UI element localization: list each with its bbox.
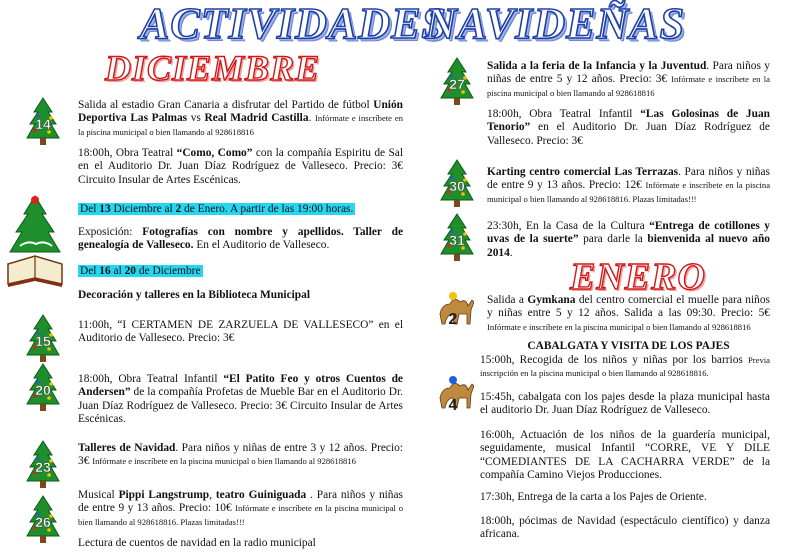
- book-tree-icon: [4, 194, 66, 290]
- expo-description: Exposición: Fotografías con nombre y apellidos. Taller de genealogía de Valleseco. En el Auditorio de Valleseco.: [78, 226, 403, 252]
- cabalgata-1600: 16:00h, Actuación de los niños de la guardería municipal, seguidamente, musical Infantil “CORRE, VE Y DILE “COMEDIANTES DE LA CACHARRA VERDE” de la compañía Camino Viejos Producciones.: [480, 429, 770, 481]
- dec-31-cotillones: 23:30h, En la Casa de la Cultura “Entrega de cotillones y uvas de la suerte” para darle la bienvenida al nuevo año 2014.: [487, 220, 770, 259]
- heading-diciembre: DICIEMBRE: [105, 48, 321, 88]
- cabalgata-1730: 17:30h, Entrega de la carta a los Pajes de Oriente.: [480, 491, 707, 503]
- day-number-label: 30: [449, 178, 465, 194]
- day-2-camel-icon: [436, 284, 474, 330]
- day-number-label: 20: [35, 382, 51, 398]
- day-27-tree-icon: [440, 56, 474, 108]
- day-number-label: 15: [35, 333, 51, 349]
- dec-14-football: Salida al estadio Gran Canaria a disfrutar del Partido de fútbol Unión Deportiva Las Palmas vs Real Madrid Castilla. Infórmate e inscríbete en la piscina municipal o bien llamando al 928618816: [78, 99, 403, 137]
- day-2-label: 2: [448, 311, 458, 328]
- day-14-tree-icon: [26, 96, 60, 148]
- biblio-description: Decoración y talleres en la Biblioteca Municipal: [78, 289, 311, 301]
- dec-30-karting: Karting centro comercial Las Terrazas. Para niños y niñas de entre 9 y 13 años. Precio: 12€ Infórmate e inscríbete en la piscina municipal o bien llamando al 928618816. Plazas limitadas!!!: [487, 166, 771, 204]
- radio-lectura: Lectura de cuentos de navidad en la radio municipal: [78, 537, 316, 549]
- day-number-label: 26: [35, 514, 51, 530]
- jan-2-gymkana: Salida a Gymkana del centro comercial el muelle para niños y niñas entre 5 y 12 años. Salida a las 09:30. Precio: 5€ Infórmate e inscríbete en la piscina municipal o bien llamando al 928618816: [487, 294, 770, 332]
- day-26-tree-icon: [26, 494, 60, 546]
- cabalgata-1545: 15:45h, cabalgata con los pajes desde la plaza municipal hasta el auditorio Dr. Juan Díaz Rodríguez de Valleseco.: [480, 391, 770, 417]
- day-4-label: 4: [448, 397, 458, 414]
- day-4-camel-icon: [436, 370, 474, 416]
- day-number-label: 23: [35, 459, 51, 475]
- day-15-tree-icon: [26, 313, 60, 365]
- day-number-label: 31: [449, 232, 465, 248]
- dec-27-feria: Salida a la feria de la Infancia y la Juventud. Para niños y niñas de entre 5 y 12 años. Precio: 3€ Infórmate e inscríbete en la piscina municipal o bien llamando al 928618816: [487, 60, 770, 98]
- dec-15-zarzuela: 11:00h, “I CERTAMEN DE ZARZUELA DE VALLESECO” en el Auditorio de Valleseco. Precio: 3€: [78, 319, 403, 345]
- day-23-tree-icon: [26, 439, 60, 491]
- day-31-tree-icon: [440, 212, 474, 264]
- cabalgata-1500: 15:00h, Recogida de los niños y niñas por los barrios Previa inscripción en la piscina municipal o bien llamando al 928618816.: [480, 354, 770, 379]
- title-word-1: ACTIVIDADES: [140, 0, 447, 48]
- title-word-2: NAVIDEÑAS: [425, 0, 686, 48]
- dec-14-theatre: 18:00h, Obra Teatral “Como, Como” con la compañía Espiritu de Sal en el Auditorio Dr. Juan Díaz Rodríguez de Valleseco. Precio: 3€ Circuito Insular de Artes Escénicas.: [78, 147, 403, 186]
- expo-dates: Del 13 Diciembre al 2 de Enero. A partir de las 19:00 horas.: [80, 203, 354, 215]
- dec-23-talleres: Talleres de Navidad. Para niños y niñas de entre 3 y 12 años. Precio: 3€ Infórmate e inscríbete en la piscina municipal o bien llamando al 928618816: [78, 442, 404, 468]
- dec-20-theatre: 18:00h, Obra Teatral Infantil “El Patito Feo y otros Cuentos de Andersen” de la compañía Profetas de Mueble Bar en el Auditorio Dr. Juan Díaz Rodríguez de Valleseco. Precio: 3€ Circuito Insular de Artes Escénicas.: [78, 373, 403, 425]
- biblio-dates: Del 16 al 20 de Diciembre: [80, 265, 201, 277]
- cabalgata-1800: 18:00h, pócimas de Navidad (espectáculo científico) y danza africana.: [480, 515, 770, 541]
- day-number-label: 14: [35, 116, 51, 132]
- cabalgata-heading: CABALGATA Y VISITA DE LOS PAJES: [527, 340, 730, 352]
- heading-enero: ENERO: [570, 256, 706, 298]
- dec-26-musical: Musical Pippi Langstrump, teatro Guiniguada . Para niños y niñas de entre 9 y 13 años. Precio: 10€ Infórmate e inscríbete en la piscina municipal o bien llamando al 928618816. Plazas limitadas!!!: [78, 489, 403, 527]
- day-number-label: 27: [449, 76, 465, 92]
- day-20-tree-icon: [26, 362, 60, 414]
- dec-27-theatre: 18:00h, Obra Teatral Infantil “Las Golosinas de Juan Tenorio” en el Auditorio Dr. Juan Díaz Rodríguez de Valleseco. Precio: 3€: [487, 108, 770, 147]
- day-30-tree-icon: [440, 158, 474, 210]
